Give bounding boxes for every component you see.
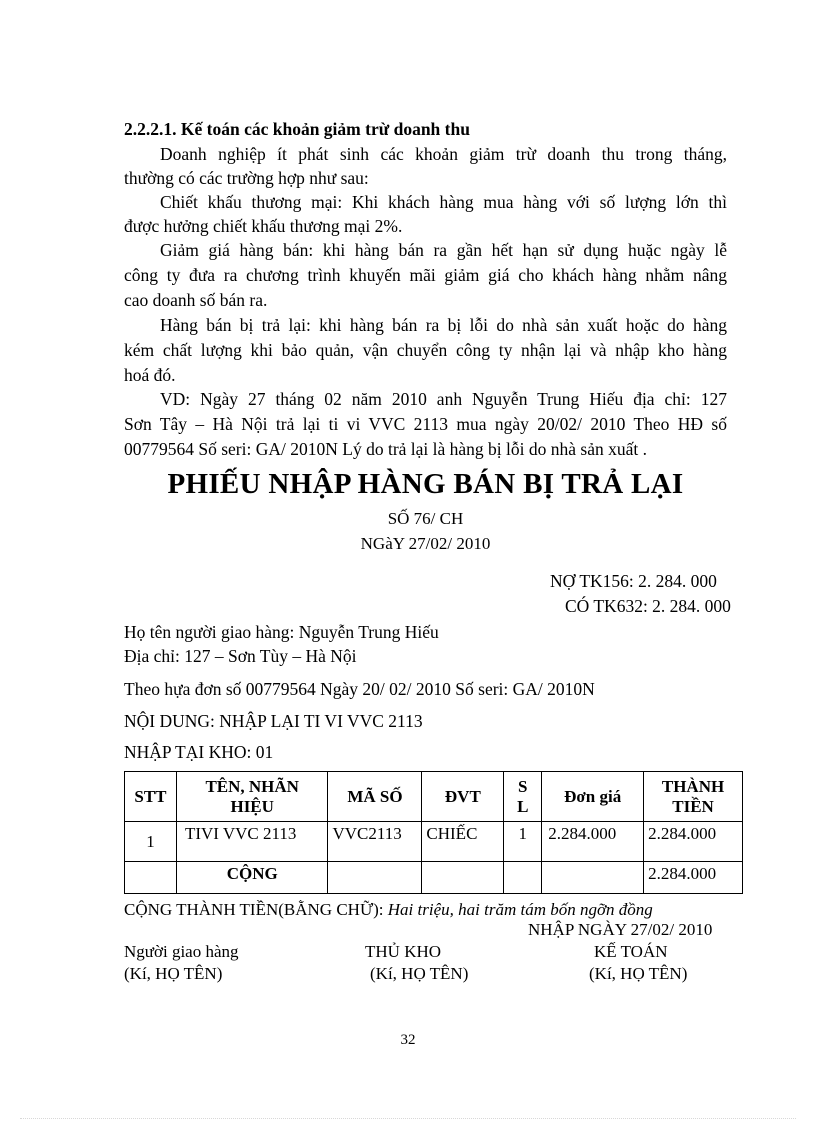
table-sum-row <box>125 862 743 894</box>
sum-empty-price <box>542 862 644 894</box>
row-stt: 1 <box>125 822 177 862</box>
row-code: VVC2113 <box>328 822 422 862</box>
paragraph-3-line-3: cao doanh số bán ra. <box>124 290 268 310</box>
page-number: 32 <box>400 1032 416 1048</box>
credit-account: CÓ TK632: 2. 284. 000 <box>565 596 731 616</box>
header-price: Đơn giá <box>542 772 644 822</box>
paragraph-4-line-3: hoá đó. <box>124 365 176 385</box>
header-code: MÃ SỐ <box>328 772 422 822</box>
signature-deliverer-note: (Kí, HỌ TÊN) <box>124 964 223 983</box>
paragraph-4-line-1: Hàng bán bị trả lại: khi hàng bán ra bị lỗi do nhà sản xuất hoặc do hàng <box>160 315 727 335</box>
voucher-title: PHIẾU NHẬP HÀNG BÁN BỊ TRẢ LẠI <box>167 468 684 500</box>
paragraph-3-line-1: Giảm giá hàng bán: khi hàng bán ra gần hết hạn sử dụng huặc ngày lễ <box>160 240 727 260</box>
row-unit: CHIẾC <box>422 822 504 862</box>
voucher-number: SỐ 76/ CH <box>387 509 464 528</box>
sum-empty-unit <box>422 862 504 894</box>
sum-empty-qty <box>504 862 542 894</box>
sum-label: CỘNG <box>176 862 328 894</box>
paragraph-1-line-1: Doanh nghiệp ít phát sinh các khoản giảm trừ doanh thu trong tháng, <box>160 144 727 164</box>
amount-words-label: CỘNG THÀNH TIỀN(BẰNG CHỮ): <box>124 900 388 919</box>
example-line-3: 00779564 Số seri: GA/ 2010N Lý do trả lại là hàng bị lỗi do nhà sản xuất . <box>124 439 647 459</box>
table-header-row <box>125 772 743 822</box>
deliverer-address: Địa chỉ: 127 – Sơn Tùy – Hà Nội <box>124 646 357 666</box>
sum-empty-stt <box>125 862 177 894</box>
row-price: 2.284.000 <box>542 822 644 862</box>
sum-empty-code <box>328 862 422 894</box>
signature-deliverer-role: Người giao hàng <box>124 942 239 961</box>
warehouse: NHẬP TẠI KHO: 01 <box>124 742 274 762</box>
debit-account: NỢ TK156: 2. 284. 000 <box>550 571 717 591</box>
paragraph-1-line-2: thường có các trường hợp như sau: <box>124 168 369 188</box>
example-line-1: VD: Ngày 27 tháng 02 năm 2010 anh Nguyễn Trung Hiếu địa chỉ: 127 <box>160 389 727 409</box>
header-total: THÀNH TIỀN <box>644 772 743 822</box>
signature-storekeeper-role: THỦ KHO <box>365 942 442 961</box>
paragraph-4-line-2: kém chất lượng khi bảo quản, vận chuyển công ty nhận lại và nhập kho hàng <box>124 340 727 360</box>
example-line-2: Sơn Tây – Hà Nội trả lại ti vi VVC 2113 mua ngày 20/02/ 2010 Theo HĐ số <box>124 414 727 434</box>
signature-accountant-note: (Kí, HỌ TÊN) <box>589 964 688 983</box>
deliverer-name: Họ tên người giao hàng: Nguyễn Trung Hiếu <box>124 622 439 642</box>
signature-accountant-role: KẾ TOÁN <box>594 942 668 961</box>
header-quantity: S L <box>504 772 542 822</box>
row-total: 2.284.000 <box>644 822 743 862</box>
section-heading: 2.2.2.1. Kế toán các khoản giảm trừ doanh thu <box>124 119 470 139</box>
goods-table <box>124 771 743 894</box>
header-stt: STT <box>125 772 177 822</box>
page-bottom-divider <box>20 1118 796 1119</box>
voucher-content: NỘI DUNG: NHẬP LẠI TI VI VVC 2113 <box>124 711 423 731</box>
paragraph-2-line-1: Chiết khấu thương mại: Khi khách hàng mua hàng với số lượng lớn thì <box>160 192 727 212</box>
header-name: TÊN, NHÃN HIỆU <box>176 772 328 822</box>
signature-storekeeper-note: (Kí, HỌ TÊN) <box>370 964 469 983</box>
amount-words-value: Hai triệu, hai trăm tám bốn ngỡn đồng <box>387 900 653 919</box>
paragraph-2-line-2: được hưởng chiết khấu thương mại 2%. <box>124 216 403 236</box>
header-unit: ĐVT <box>422 772 504 822</box>
receive-date: NHẬP NGÀY 27/02/ 2010 <box>528 920 713 939</box>
row-quantity: 1 <box>504 822 542 862</box>
voucher-date: NGàY 27/02/ 2010 <box>360 534 491 553</box>
row-name: TIVI VVC 2113 <box>176 822 328 862</box>
sum-total: 2.284.000 <box>644 862 743 894</box>
table-row <box>125 822 743 862</box>
invoice-reference: Theo hựa đơn số 00779564 Ngày 20/ 02/ 2010 Số seri: GA/ 2010N <box>124 679 595 699</box>
paragraph-3-line-2: công ty đưa ra chương trình khuyến mãi giảm giá cho khách hàng nhằm nâng <box>124 265 727 285</box>
